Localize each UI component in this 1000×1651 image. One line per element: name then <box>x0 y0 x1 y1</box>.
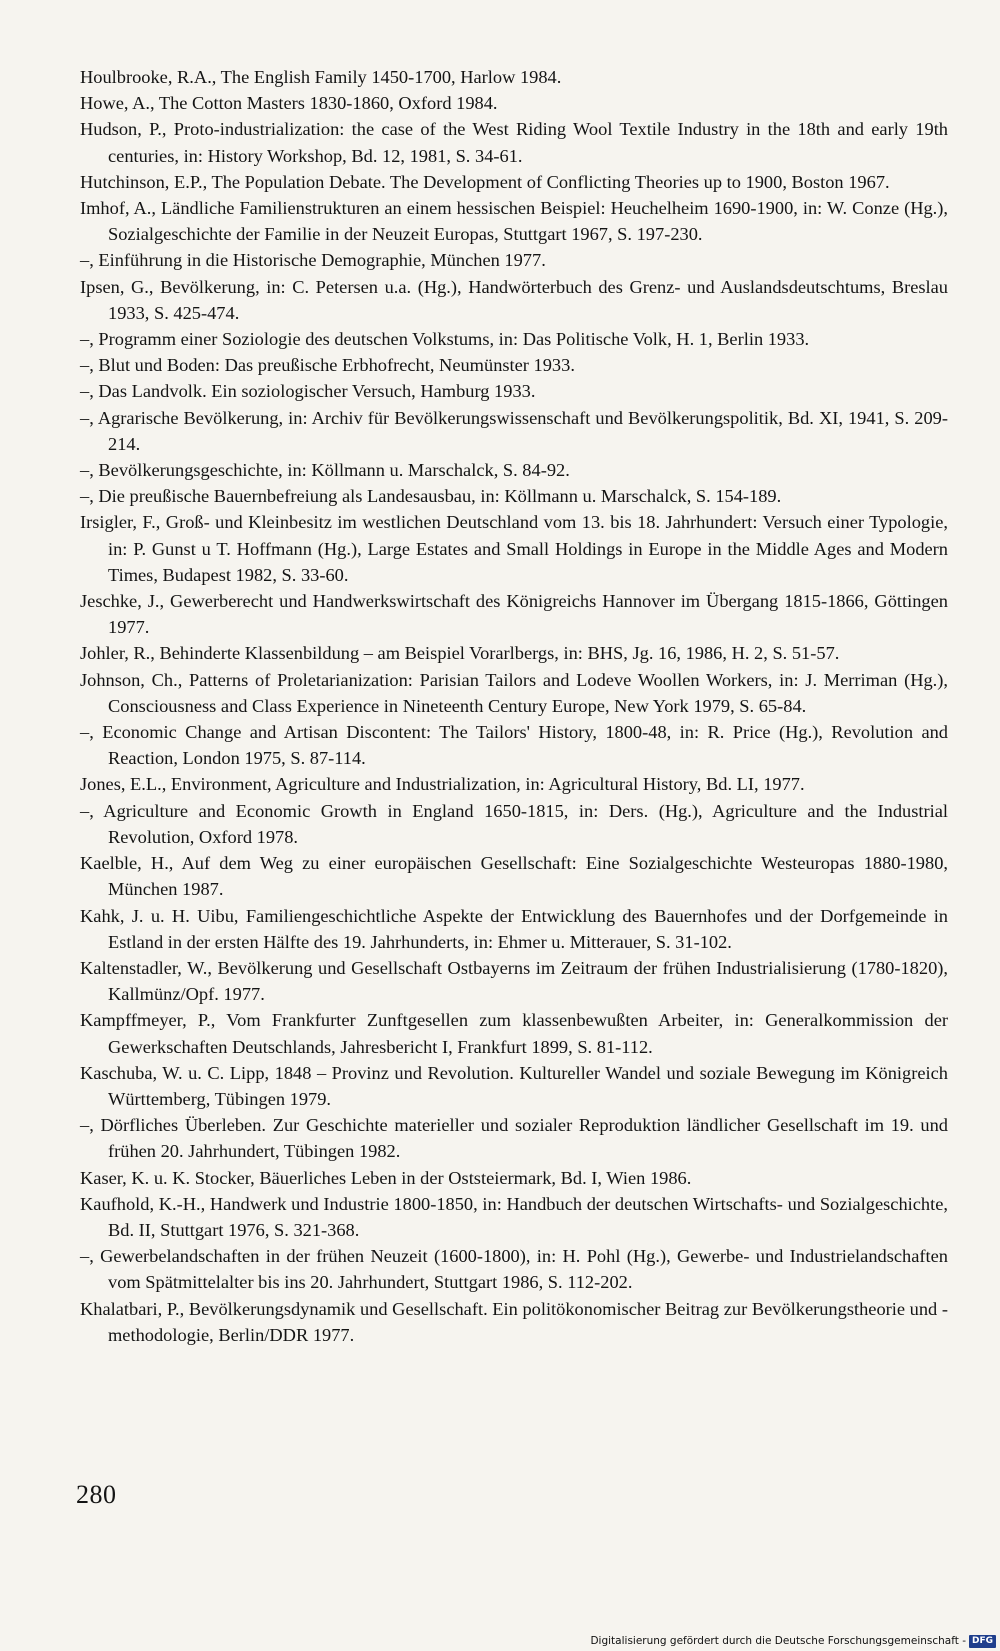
bibliography-entry: Johler, R., Behinderte Klassenbildung – am Beispiel Vorarlbergs, in: BHS, Jg. 16, 1986, H. 2, S. 51-57. <box>80 643 840 664</box>
bibliography-entry: –, Das Landvolk. Ein soziologischer Versuch, Hamburg 1933. <box>80 381 536 402</box>
bibliography-entry: Irsigler, F., Groß- und Kleinbesitz im westlichen Deutschland vom 13. bis 18. Jahrhundert: Versuch einer Typologie, in: P. Gunst u T. Hoffmann (Hg.), Large Estates and Small Holdings in Europe in the Middle Ages and Modern Times, Budapest 1982, S. 33-60. <box>80 512 948 585</box>
bibliography-entry: –, Bevölkerungsgeschichte, in: Köllmann u. Marschalck, S. 84-92. <box>80 460 570 481</box>
bibliography-entry: Ipsen, G., Bevölkerung, in: C. Petersen u.a. (Hg.), Handwörterbuch des Grenz- und Auslandsdeutschtums, Breslau 1933, S. 425-474. <box>80 276 948 323</box>
page-number: 280 <box>76 1480 117 1509</box>
bibliography-entry: Kaelble, H., Auf dem Weg zu einer europäischen Gesellschaft: Eine Sozialgeschichte Westeuropas 1880-1980, München 1987. <box>80 853 948 900</box>
bibliography-entry: –, Dörfliches Überleben. Zur Geschichte materieller und sozialer Reproduktion ländlicher Gesellschaft im 19. und frühen 20. Jahrhundert, Tübingen 1982. <box>80 1115 948 1162</box>
bibliography-entry: –, Einführung in die Historische Demographie, München 1977. <box>80 250 546 271</box>
bibliography-entry: Hutchinson, E.P., The Population Debate. The Development of Conflicting Theories up to 1900, Boston 1967. <box>80 171 890 192</box>
bibliography-entry: Kaschuba, W. u. C. Lipp, 1848 – Provinz und Revolution. Kultureller Wandel und soziale Bewegung im Königreich Württemberg, Tübingen 1979. <box>80 1062 948 1109</box>
bibliography-entry: Kaser, K. u. K. Stocker, Bäuerliches Leben in der Oststeiermark, Bd. I, Wien 1986. <box>80 1167 692 1188</box>
bibliography-entry: Kampffmeyer, P., Vom Frankfurter Zunftgesellen zum klassenbewußten Arbeiter, in: Generalkommission der Gewerkschaften Deutschlands, Jahresbericht I, Frankfurt 1899, S. 81-112. <box>80 1010 948 1057</box>
bibliography-entry: –, Agrarische Bevölkerung, in: Archiv für Bevölkerungswissenschaft und Bevölkerungspolitik, Bd. XI, 1941, S. 209-214. <box>80 407 948 454</box>
bibliography-list <box>80 64 948 1348</box>
bibliography-entry: –, Die preußische Bauernbefreiung als Landesausbau, in: Köllmann u. Marschalck, S. 154-189. <box>80 486 782 507</box>
dfg-logo: DFG <box>969 1635 996 1648</box>
bibliography-entry: Johnson, Ch., Patterns of Proletarianization: Parisian Tailors and Lodeve Woollen Workers, in: J. Merriman (Hg.), Consciousness and Class Experience in Nineteenth Century Europe, New York 1979, S. 65-84. <box>80 669 948 716</box>
bibliography-entry: Jeschke, J., Gewerberecht und Handwerkswirtschaft des Königreichs Hannover im Übergang 1815-1866, Göttingen 1977. <box>80 591 948 638</box>
digitization-footer <box>590 1633 996 1649</box>
bibliography-entry: –, Blut und Boden: Das preußische Erbhofrecht, Neumünster 1933. <box>80 355 575 376</box>
bibliography-entry: –, Economic Change and Artisan Discontent: The Tailors' History, 1800-48, in: R. Price (Hg.), Revolution and Reaction, London 1975, S. 87-114. <box>80 722 948 769</box>
bibliography-entry: –, Gewerbelandschaften in der frühen Neuzeit (1600-1800), in: H. Pohl (Hg.), Gewerbe- und Industrielandschaften vom Spätmittelalter bis ins 20. Jahrhundert, Stuttgart 1986, S. 112-202. <box>80 1246 948 1293</box>
bibliography-entry: Kaufhold, K.-H., Handwerk und Industrie 1800-1850, in: Handbuch der deutschen Wirtschafts- und Sozialgeschichte, Bd. II, Stuttgart 1976, S. 321-368. <box>80 1193 948 1240</box>
bibliography-entry: –, Programm einer Soziologie des deutschen Volkstums, in: Das Politische Volk, H. 1, Berlin 1933. <box>80 329 810 350</box>
bibliography-entry: Hudson, P., Proto-industrialization: the case of the West Riding Wool Textile Industry in the 18th and early 19th centuries, in: History Workshop, Bd. 12, 1981, S. 34-61. <box>80 119 948 166</box>
bibliography-entry: Kahk, J. u. H. Uibu, Familiengeschichtliche Aspekte der Entwicklung des Bauernhofes und der Dorfgemeinde in Estland in der ersten Hälfte des 19. Jahrhunderts, in: Ehmer u. Mitterauer, S. 31-102. <box>80 905 948 952</box>
bibliography-entry: Houlbrooke, R.A., The English Family 1450-1700, Harlow 1984. <box>80 67 562 87</box>
footer-text: Digitalisierung gefördert durch die Deutsche Forschungsgemeinschaft - <box>590 1635 966 1647</box>
bibliography-entry: Khalatbari, P., Bevölkerungsdynamik und Gesellschaft. Ein politökonomischer Beitrag zur Bevölkerungstheorie und -methodologie, Berlin/DDR 1977. <box>80 1298 948 1345</box>
bibliography-entry: Jones, E.L., Environment, Agriculture and Industrialization, in: Agricultural History, Bd. LI, 1977. <box>80 774 805 795</box>
bibliography-entry: Imhof, A., Ländliche Familienstrukturen an einem hessischen Beispiel: Heuchelheim 1690-1900, in: W. Conze (Hg.), Sozialgeschichte der Familie in der Neuzeit Europas, Stuttgart 1967, S. 197-230. <box>80 198 948 245</box>
bibliography-entry: Howe, A., The Cotton Masters 1830-1860, Oxford 1984. <box>80 93 498 114</box>
bibliography-entry: Kaltenstadler, W., Bevölkerung und Gesellschaft Ostbayerns im Zeitraum der frühen Industrialisierung (1780-1820), Kallmünz/Opf. 1977. <box>80 957 948 1005</box>
bibliography-entry: –, Agriculture and Economic Growth in England 1650-1815, in: Ders. (Hg.), Agriculture and the Industrial Revolution, Oxford 1978. <box>80 800 948 847</box>
